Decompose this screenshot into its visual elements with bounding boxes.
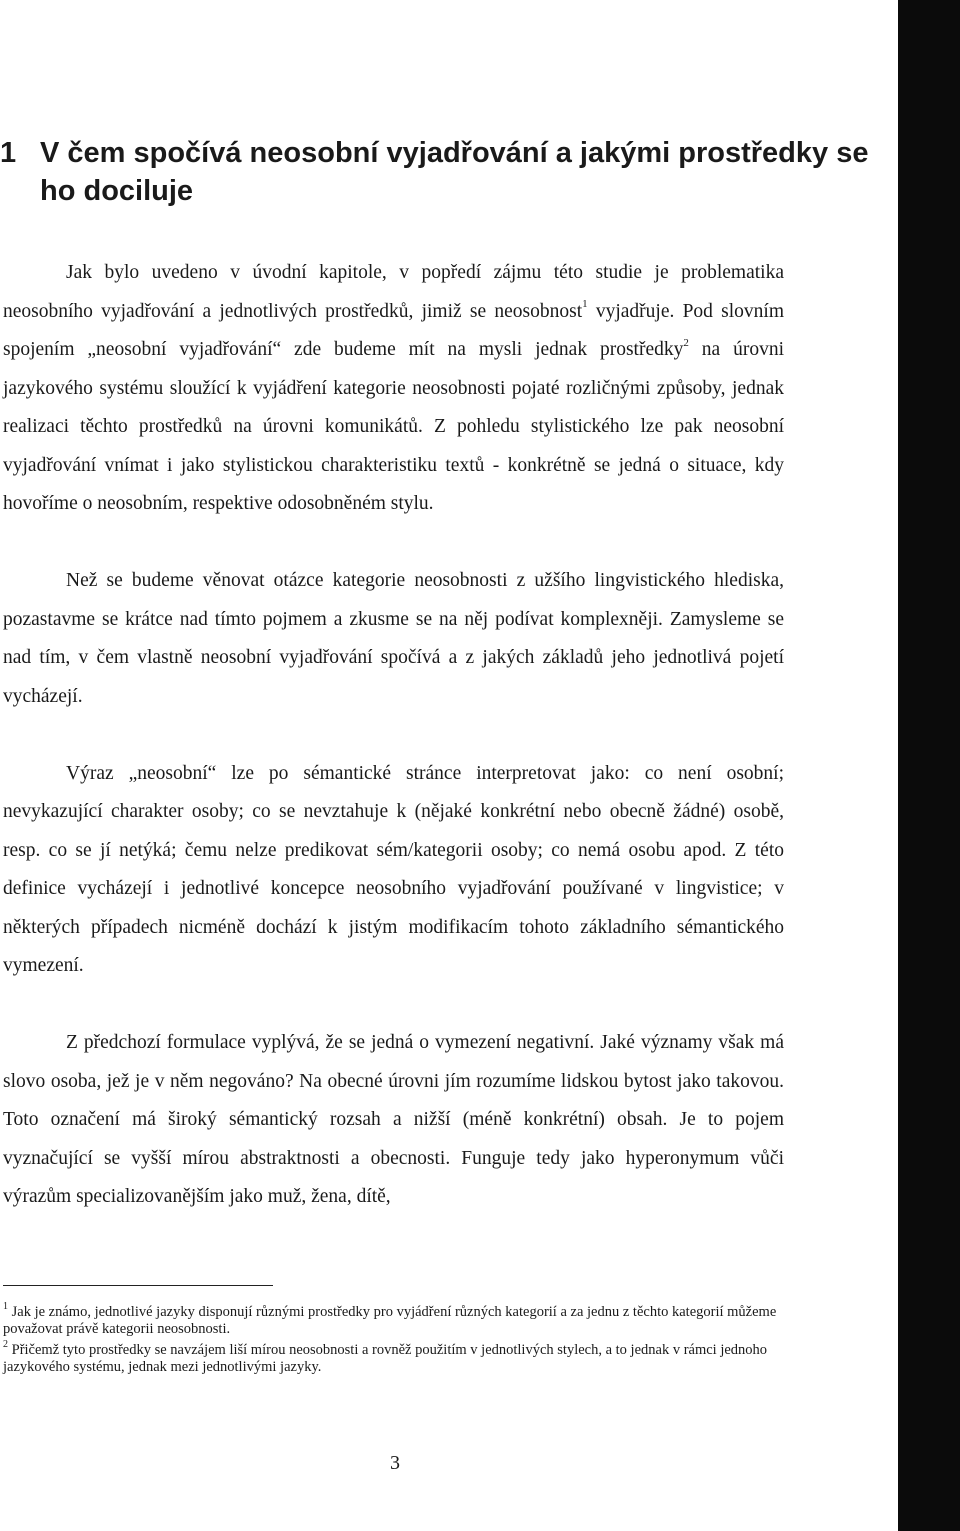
chapter-title: V čem spočívá neosobní vyjadřování a jakými prostředky se ho dociluje xyxy=(40,137,869,207)
page-number: 3 xyxy=(390,1452,400,1474)
footnote-ref-1: 1 xyxy=(582,298,588,310)
paragraph-2: Než se budeme věnovat otázce kategorie neosobnosti z užšího lingvistického hlediska, pozastavme se krátce nad tímto pojmem a zkusme se na něj podívat komplexněji. Zamysleme se nad tím, v čem vlastně neosobní vyjadřování spočívá a z jakých základů jeho jednotlivá pojetí vycházejí. xyxy=(3,570,784,707)
footnote-1 xyxy=(3,1301,784,1338)
footnote-separator xyxy=(3,1285,273,1286)
body-text xyxy=(3,254,784,1217)
footnote-ref-2: 2 xyxy=(683,336,689,349)
paragraph-3: Výraz „neosobní“ lze po sémantické stránce interpretovat jako: co není osobní; nevykazující charakter osoby; co se nevztahuje k (nějaké konkrétní nebo obecně žádné) osobě, resp. co se jí netýká; čemu nelze predikovat sém/kategorii osoby; co nemá osobu apod. Z této definice vycházejí i jednotlivé koncepce neosobního vyjadřování používané v lingvistice; v některých případech nicméně dochází k jistým modifikacím tohoto základního sémantického vymezení. xyxy=(3,762,784,976)
footnote-2-marker: 2 xyxy=(3,1339,8,1351)
chapter-number: 1 xyxy=(0,137,17,169)
paragraph-1-part-a: Jak bylo uvedeno v úvodní kapitole, v popředí zájmu této studie je problematika neosobního vyjadřování a jednotlivých prostředků, jimiž se neosobnost xyxy=(3,262,784,322)
chapter-heading xyxy=(0,134,880,210)
footnote-1-marker: 1 xyxy=(3,1301,8,1313)
footnote-2 xyxy=(3,1339,784,1376)
footnotes xyxy=(3,1301,784,1380)
paragraph-1-part-c: na úrovni jazykového systému sloužící k vyjádření kategorie neosobnosti pojaté rozličnými způsoby, jednak realizaci těchto prostředků na úrovni komunikátů. Z pohledu stylistického lze pak neosobní vyjadřování vnímat i jako stylistickou charakteristiku textů - konkrétně se jedná o situace, kdy hovoříme o neosobním, respektive odosobněném stylu. xyxy=(3,339,784,514)
scan-edge-bar xyxy=(898,0,960,1531)
paragraph-1 xyxy=(3,254,784,524)
paragraph-1-part-b: vyjadřuje. Pod slovním spojením „neosobní vyjadřování“ zde budeme mít na mysli jednak prostředky xyxy=(3,300,785,360)
footnote-2-text: Přičemž tyto prostředky se navzájem liší mírou neosobnosti a rovněž použitím v jednotlivých stylech, a to jednak v rámci jednoho jazykového systému, jednak mezi jednotlivými jazyky. xyxy=(3,1342,768,1375)
footnote-1-text: Jak je známo, jednotlivé jazyky disponují různými prostředky pro vyjádření různých kategorií a za jednu z těchto kategorií můžeme považovat právě kategorii neosobnosti. xyxy=(3,1304,777,1337)
paragraph-4: Z předchozí formulace vyplývá, že se jedná o vymezení negativní. Jaké významy však má slovo osoba, jež je v něm negováno? Na obecné úrovni jím rozumíme lidskou bytost jako takovou. Toto označení má široký sémantický rozsah a nižší (méně konkrétní) obsah. Je to pojem vyznačující se vyšší mírou abstraktnosti a obecnosti. Funguje tedy jako hyperonymum vůči výrazům specializovanějším jako muž, žena, dítě, xyxy=(3,1032,784,1207)
